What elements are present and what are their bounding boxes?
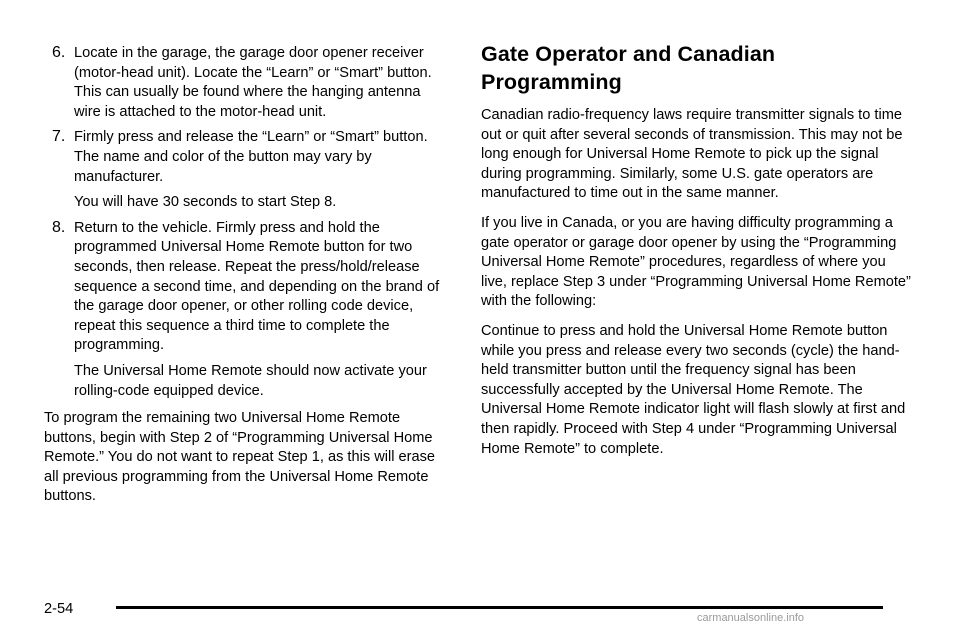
step-7: [52, 128, 449, 187]
body-paragraph: Canadian radio-frequency laws require transmitter signals to time out or quit after several seconds of transmission. This may not be long enough for Universal Home Remote to pick up the signal during programming. Similarly, some U.S. gate operators are manufactured to time out in the same manner.: [481, 107, 903, 202]
left-column: [44, 44, 449, 517]
section-heading: Gate Operator and Canadian Programming: [481, 42, 776, 94]
step-number: 7.: [52, 128, 66, 146]
step-note: The Universal Home Remote should now activate your rolling-code equipped device.: [74, 362, 427, 399]
right-column: [481, 40, 911, 469]
watermark: carmanualsonline.info: [697, 612, 805, 624]
step-8: [52, 219, 449, 356]
footer-rule: [116, 606, 883, 609]
page-number: 2-54: [44, 601, 74, 617]
step-6: [52, 44, 449, 122]
step-text: Firmly press and release the “Learn” or “Smart” button. The name and color of the button may vary by manufacturer.: [74, 129, 428, 185]
step-text: Return to the vehicle. Firmly press and hold the programmed Universal Home Remote button for two seconds, then release. Repeat the press/hold/release sequence a second time, and depending on the brand of the garage door opener, or other rolling code device, repeat this sequence a third time to complete the programming.: [74, 219, 440, 354]
closing-paragraph: To program the remaining two Universal Home Remote buttons, begin with Step 2 of “Programming Universal Home Remote.” You do not want to repeat Step 1, as this will erase all previous programming from the Universal Home Remote buttons.: [44, 410, 436, 505]
step-text: Locate in the garage, the garage door opener receiver (motor-head unit). Locate the “Learn” or “Smart” button. This can usually be found where the hanging antenna wire is attached to the motor-head unit.: [74, 45, 432, 120]
step-note: You will have 30 seconds to start Step 8.: [74, 194, 337, 211]
step-number: 8.: [52, 218, 66, 236]
body-paragraph: If you live in Canada, or you are having difficulty programming a gate operator or garage door opener by using the “Programming Universal Home Remote” procedures, regardless of where you live, replace Step 3 under “Programming Universal Home Remote” with the following:: [481, 214, 911, 310]
body-paragraph: Continue to press and hold the Universal Home Remote button while you press and release every two seconds (cycle) the hand-held transmitter button until the frequency signal has been successfully accepted by the Universal Home Remote. The Universal Home Remote indicator light will flash slowly at first and then rapidly. Proceed with Step 4 under “Programming Universal Home Remote” to complete.: [481, 322, 906, 457]
step-number: 6.: [52, 44, 66, 61]
